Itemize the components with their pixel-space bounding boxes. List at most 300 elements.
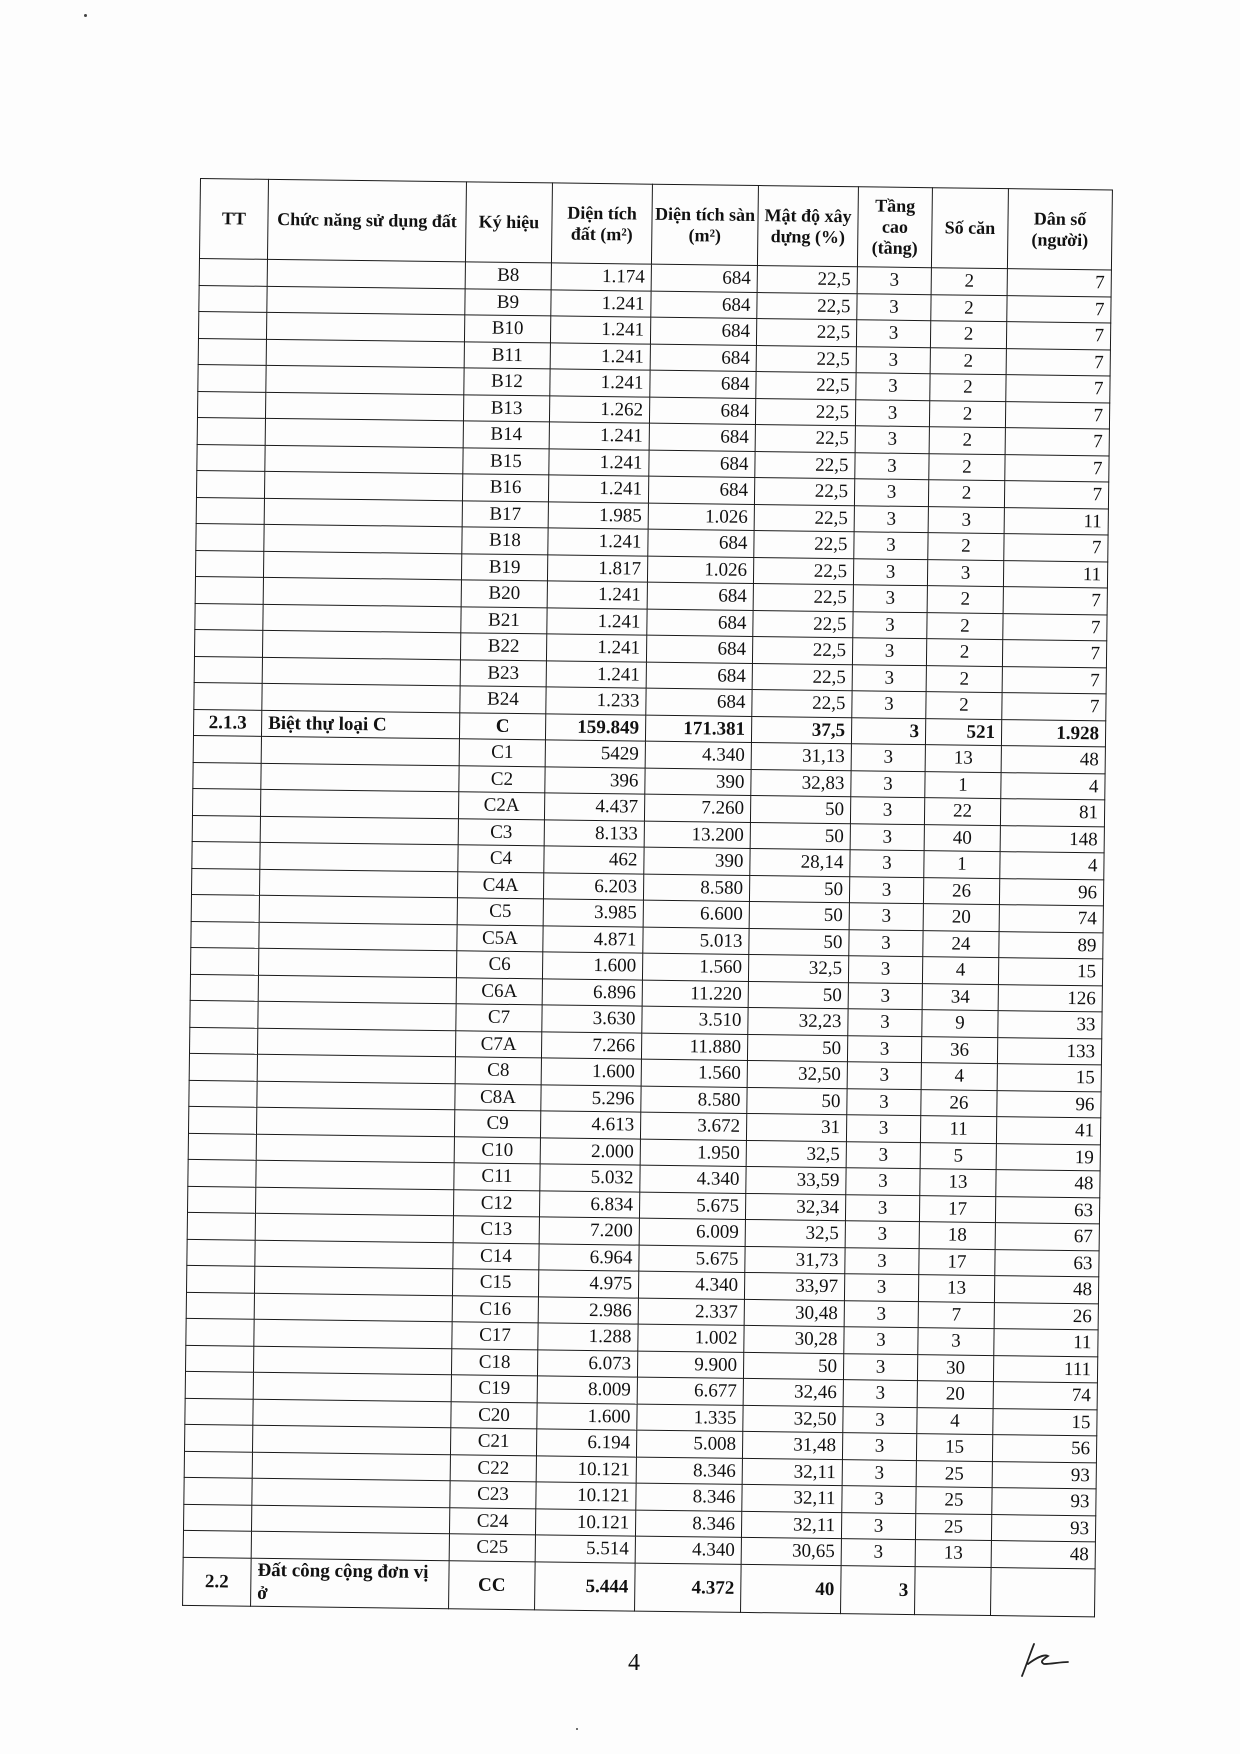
cell-floor-area: 684 bbox=[650, 344, 756, 372]
cell-units: 3 bbox=[928, 506, 1004, 533]
cell-density: 22,5 bbox=[753, 557, 853, 585]
cell-tt bbox=[185, 1424, 253, 1451]
cell-population: 48 bbox=[996, 1170, 1100, 1198]
cell-floors: 3 bbox=[853, 558, 927, 585]
cell-code: C4 bbox=[458, 845, 544, 873]
cell-floors: 3 bbox=[855, 452, 929, 479]
cell-population: 7 bbox=[1004, 534, 1108, 562]
cell-floors: 3 bbox=[854, 505, 928, 532]
cell-code: C22 bbox=[450, 1454, 536, 1482]
cell-units: 2 bbox=[930, 347, 1006, 374]
cell-population: 7 bbox=[1005, 401, 1109, 429]
table-header bbox=[199, 179, 1112, 270]
cell-density: 31,13 bbox=[751, 742, 851, 770]
cell-units: 3 bbox=[927, 559, 1003, 586]
cell-floors: 3 bbox=[855, 399, 929, 426]
cell-units: 2 bbox=[926, 639, 1002, 666]
cell-units: 2 bbox=[926, 692, 1002, 719]
cell-density: 32,11 bbox=[741, 1511, 841, 1539]
cell-tt bbox=[184, 1477, 252, 1504]
cell-tt bbox=[191, 921, 259, 948]
cell-population: 11 bbox=[994, 1329, 1098, 1357]
header-density: Mật độ xây dựng (%) bbox=[757, 186, 858, 267]
cell-tt bbox=[199, 285, 267, 312]
cell-density: 22,5 bbox=[757, 266, 857, 294]
cell-code: C5 bbox=[457, 898, 543, 926]
cell-code: C21 bbox=[450, 1428, 536, 1456]
cell-function bbox=[253, 1346, 451, 1375]
cell-floor-area: 9.900 bbox=[637, 1351, 743, 1379]
cell-population: 11 bbox=[1004, 507, 1108, 535]
cell-units: 18 bbox=[919, 1222, 995, 1249]
cell-land-area: 6.194 bbox=[536, 1429, 636, 1457]
cell-land-area: 1.241 bbox=[548, 475, 648, 503]
cell-function bbox=[254, 1319, 452, 1348]
cell-function bbox=[256, 1160, 454, 1189]
cell-population: 148 bbox=[1000, 825, 1104, 853]
cell-land-area: 1.600 bbox=[537, 1402, 637, 1430]
cell-floor-area: 684 bbox=[646, 688, 752, 716]
cell-density: 32,5 bbox=[748, 954, 848, 982]
cell-land-area: 1.241 bbox=[548, 528, 648, 556]
cell-function bbox=[261, 763, 459, 792]
cell-units: 40 bbox=[924, 824, 1000, 851]
cell-floor-area: 684 bbox=[649, 450, 755, 478]
cell-floors: 3 bbox=[855, 426, 929, 453]
cell-code: B8 bbox=[465, 262, 551, 290]
cell-function bbox=[267, 286, 465, 315]
cell-land-area: 10.121 bbox=[536, 1482, 636, 1510]
cell-population: 7 bbox=[1002, 666, 1106, 694]
cell-function bbox=[257, 1054, 455, 1083]
cell-land-area: 4.437 bbox=[544, 793, 644, 821]
cell-population: 15 bbox=[997, 1064, 1101, 1092]
cell-population: 67 bbox=[995, 1223, 1099, 1251]
cell-population: 7 bbox=[1007, 269, 1111, 297]
cell-code: C17 bbox=[452, 1322, 538, 1350]
cell-density: 33,97 bbox=[744, 1272, 844, 1300]
cell-function bbox=[263, 551, 461, 580]
cell-function bbox=[256, 1107, 454, 1136]
cell-floor-area: 1.950 bbox=[640, 1139, 746, 1167]
cell-population: 56 bbox=[992, 1435, 1096, 1463]
cell-population: 96 bbox=[999, 878, 1103, 906]
cell-floors: 3 bbox=[849, 903, 923, 930]
cell-function bbox=[267, 259, 465, 288]
cell-function bbox=[253, 1399, 451, 1428]
cell-tt bbox=[189, 1080, 257, 1107]
cell-code: C7A bbox=[455, 1030, 541, 1058]
cell-land-area: 7.200 bbox=[539, 1217, 639, 1245]
cell-floors: 3 bbox=[848, 1009, 922, 1036]
cell-floors: 3 bbox=[847, 1035, 921, 1062]
cell-tt bbox=[188, 1159, 256, 1186]
cell-code: C3 bbox=[458, 818, 544, 846]
cell-density: 30,28 bbox=[744, 1325, 844, 1353]
cell-floors: 3 bbox=[844, 1274, 918, 1301]
cell-code: B11 bbox=[464, 341, 550, 369]
cell-code: C8 bbox=[455, 1057, 541, 1085]
header-land-area: Diện tích đất (m²) bbox=[551, 183, 652, 264]
cell-function bbox=[251, 1505, 449, 1534]
cell-function bbox=[261, 736, 459, 765]
cell-floor-area: 684 bbox=[648, 476, 754, 504]
cell-land-area: 1.817 bbox=[547, 554, 647, 582]
cell-tt bbox=[198, 311, 266, 338]
page-number: 4 bbox=[628, 1650, 640, 1676]
cell-tt bbox=[197, 417, 265, 444]
cell-land-area: 5429 bbox=[545, 740, 645, 768]
header-function: Chức năng sử dụng đất bbox=[267, 179, 466, 261]
cell-tt bbox=[195, 603, 263, 630]
cell-land-area: 7.266 bbox=[541, 1031, 641, 1059]
cell-code: B14 bbox=[463, 421, 549, 449]
cell-density: 37,5 bbox=[751, 716, 851, 744]
cell-population: 7 bbox=[1004, 481, 1108, 509]
cell-tt bbox=[195, 550, 263, 577]
cell-floor-area: 684 bbox=[650, 370, 756, 398]
cell-floor-area: 684 bbox=[651, 291, 757, 319]
cell-floors: 3 bbox=[842, 1486, 916, 1513]
cell-units: 25 bbox=[916, 1460, 992, 1487]
scan-speck bbox=[576, 1728, 578, 1730]
cell-population: 93 bbox=[991, 1514, 1095, 1542]
cell-function bbox=[259, 895, 457, 924]
cell-function bbox=[264, 498, 462, 527]
cell-function bbox=[266, 365, 464, 394]
cell-population: 48 bbox=[991, 1541, 1095, 1569]
cell-land-area: 5.444 bbox=[535, 1561, 636, 1610]
cell-code: C4A bbox=[457, 871, 543, 899]
cell-floors: 3 bbox=[847, 1088, 921, 1115]
cell-land-area: 1.262 bbox=[549, 395, 649, 423]
cell-floors: 3 bbox=[846, 1141, 920, 1168]
cell-tt bbox=[191, 894, 259, 921]
cell-tt: 2.2 bbox=[183, 1557, 252, 1606]
cell-population: 74 bbox=[999, 905, 1103, 933]
cell-floors: 3 bbox=[841, 1565, 916, 1614]
cell-tt bbox=[192, 841, 260, 868]
cell-population: 93 bbox=[992, 1488, 1096, 1516]
cell-tt bbox=[197, 444, 265, 471]
cell-function bbox=[260, 842, 458, 871]
cell-land-area: 4.871 bbox=[543, 925, 643, 953]
cell-code: C20 bbox=[451, 1401, 537, 1429]
cell-density: 28,14 bbox=[750, 848, 850, 876]
cell-tt bbox=[197, 391, 265, 418]
cell-density: 22,5 bbox=[756, 345, 856, 373]
cell-density: 31 bbox=[746, 1113, 846, 1141]
cell-function bbox=[264, 471, 462, 500]
cell-function bbox=[255, 1240, 453, 1269]
cell-floor-area: 5.675 bbox=[639, 1245, 745, 1273]
cell-floors: 3 bbox=[852, 691, 926, 718]
cell-land-area: 3.630 bbox=[542, 1005, 642, 1033]
cell-land-area: 1.985 bbox=[548, 501, 648, 529]
cell-units: 11 bbox=[920, 1116, 996, 1143]
cell-units: 4 bbox=[922, 957, 998, 984]
cell-density: 22,5 bbox=[752, 663, 852, 691]
cell-floors: 3 bbox=[842, 1433, 916, 1460]
villa-b-rows bbox=[194, 258, 1112, 720]
cell-floors: 3 bbox=[850, 797, 924, 824]
cell-land-area: 1.241 bbox=[550, 369, 650, 397]
cell-units: 2 bbox=[930, 321, 1006, 348]
cell-floors: 3 bbox=[845, 1221, 919, 1248]
cell-units: 2 bbox=[929, 427, 1005, 454]
cell-floors: 3 bbox=[851, 717, 925, 744]
cell-density: 22,5 bbox=[753, 610, 853, 638]
cell-tt bbox=[199, 258, 267, 285]
cell-units: 20 bbox=[917, 1381, 993, 1408]
cell-tt bbox=[187, 1265, 255, 1292]
cell-tt bbox=[190, 974, 258, 1001]
cell-function bbox=[260, 789, 458, 818]
cell-land-area: 5.296 bbox=[541, 1084, 641, 1112]
cell-code: C7 bbox=[456, 1004, 542, 1032]
cell-density: 50 bbox=[743, 1352, 843, 1380]
cell-land-area: 1.241 bbox=[549, 448, 649, 476]
cell-population bbox=[991, 1567, 1096, 1616]
cell-floor-area: 1.335 bbox=[637, 1404, 743, 1432]
cell-code: B22 bbox=[460, 633, 546, 661]
cell-floors: 3 bbox=[841, 1539, 915, 1566]
cell-tt bbox=[186, 1345, 254, 1372]
cell-density: 22,5 bbox=[754, 530, 854, 558]
cell-code: C25 bbox=[449, 1534, 535, 1562]
cell-population: 81 bbox=[1000, 799, 1104, 827]
cell-density: 32,83 bbox=[751, 769, 851, 797]
cell-floors: 3 bbox=[843, 1380, 917, 1407]
header-code: Ký hiệu bbox=[465, 182, 552, 263]
cell-density: 22,5 bbox=[754, 477, 854, 505]
cell-land-area: 1.241 bbox=[551, 289, 651, 317]
cell-function bbox=[257, 1081, 455, 1110]
cell-floor-area: 5.013 bbox=[643, 927, 749, 955]
cell-population: 4 bbox=[1000, 852, 1104, 880]
cell-floor-area: 684 bbox=[648, 529, 754, 557]
cell-tt bbox=[188, 1133, 256, 1160]
cell-units: 25 bbox=[915, 1513, 991, 1540]
cell-tt bbox=[185, 1371, 253, 1398]
cell-floors: 3 bbox=[851, 770, 925, 797]
cell-units: 22 bbox=[924, 798, 1000, 825]
cell-code: B17 bbox=[462, 500, 548, 528]
cell-population: 74 bbox=[993, 1382, 1097, 1410]
cell-floor-area: 5.008 bbox=[636, 1430, 742, 1458]
cell-population: 93 bbox=[992, 1461, 1096, 1489]
cell-density: 30,65 bbox=[741, 1537, 841, 1565]
cell-floors: 3 bbox=[846, 1115, 920, 1142]
cell-tt bbox=[192, 788, 260, 815]
cell-population: 63 bbox=[995, 1249, 1099, 1277]
cell-density: 22,5 bbox=[756, 319, 856, 347]
cell-land-area: 8.009 bbox=[537, 1376, 637, 1404]
villa-c-rows bbox=[183, 735, 1105, 1568]
cell-floor-area: 8.580 bbox=[643, 874, 749, 902]
cell-land-area: 159.849 bbox=[545, 713, 645, 741]
cell-density: 50 bbox=[749, 875, 849, 903]
cell-land-area: 1.241 bbox=[547, 607, 647, 635]
cell-code: C19 bbox=[451, 1375, 537, 1403]
cell-density: 22,5 bbox=[753, 583, 853, 611]
cell-floor-area: 684 bbox=[650, 317, 756, 345]
cell-land-area: 1.241 bbox=[550, 342, 650, 370]
cell-floor-area: 6.600 bbox=[643, 900, 749, 928]
cell-population: 33 bbox=[998, 1011, 1102, 1039]
cell-density: 50 bbox=[747, 1087, 847, 1115]
cell-tt: 2.1.3 bbox=[193, 709, 261, 736]
cell-function bbox=[252, 1452, 450, 1481]
cell-land-area: 6.073 bbox=[537, 1349, 637, 1377]
cell-floors: 3 bbox=[853, 611, 927, 638]
cell-floor-area: 1.026 bbox=[648, 503, 754, 531]
cell-density: 22,5 bbox=[756, 372, 856, 400]
cell-floors: 3 bbox=[848, 982, 922, 1009]
cell-units: 26 bbox=[923, 877, 999, 904]
cell-units: 521 bbox=[925, 718, 1001, 745]
cell-code: C13 bbox=[453, 1216, 539, 1244]
cell-floor-area: 4.340 bbox=[640, 1165, 746, 1193]
cell-floor-area: 8.346 bbox=[636, 1483, 742, 1511]
cell-land-area: 5.514 bbox=[535, 1535, 635, 1563]
cell-code: C18 bbox=[451, 1348, 537, 1376]
cell-floor-area: 171.381 bbox=[645, 715, 751, 743]
cell-units: 2 bbox=[929, 400, 1005, 427]
cell-floors: 3 bbox=[851, 744, 925, 771]
cell-land-area: 1.600 bbox=[542, 952, 642, 980]
cell-floors: 3 bbox=[845, 1247, 919, 1274]
cell-tt bbox=[183, 1530, 251, 1557]
cell-function bbox=[263, 577, 461, 606]
cell-density: 50 bbox=[748, 981, 848, 1009]
cell-floors: 3 bbox=[852, 664, 926, 691]
cell-tt bbox=[187, 1212, 255, 1239]
cell-code: C16 bbox=[452, 1295, 538, 1323]
cell-population: 63 bbox=[995, 1196, 1099, 1224]
cell-units: 9 bbox=[922, 1010, 998, 1037]
cell-function bbox=[266, 312, 464, 341]
cell-population: 89 bbox=[999, 931, 1103, 959]
cell-tt bbox=[190, 1000, 258, 1027]
cell-function bbox=[258, 1001, 456, 1030]
cell-population: 7 bbox=[1007, 295, 1111, 323]
cell-function bbox=[262, 630, 460, 659]
cell-population: 7 bbox=[1006, 322, 1110, 350]
cell-tt bbox=[191, 868, 259, 895]
cell-floor-area: 390 bbox=[644, 847, 750, 875]
cell-code: B16 bbox=[462, 474, 548, 502]
cell-population: 15 bbox=[998, 958, 1102, 986]
cell-function bbox=[254, 1293, 452, 1322]
cell-units: 25 bbox=[916, 1487, 992, 1514]
cell-function bbox=[258, 975, 456, 1004]
cell-land-area: 1.241 bbox=[546, 634, 646, 662]
cell-units: 13 bbox=[918, 1275, 994, 1302]
cell-land-area: 4.975 bbox=[538, 1270, 638, 1298]
cell-tt bbox=[184, 1451, 252, 1478]
cell-tt bbox=[189, 1027, 257, 1054]
cell-density: 22,5 bbox=[752, 689, 852, 717]
cell-floor-area: 2.337 bbox=[638, 1298, 744, 1326]
header-units: Số căn bbox=[931, 188, 1008, 269]
cell-floors: 3 bbox=[844, 1327, 918, 1354]
cell-land-area: 1.288 bbox=[538, 1323, 638, 1351]
cell-density: 31,73 bbox=[745, 1246, 845, 1274]
cell-units: 1 bbox=[925, 771, 1001, 798]
cell-floor-area: 684 bbox=[649, 423, 755, 451]
cell-tt bbox=[193, 762, 261, 789]
cell-density: 32,5 bbox=[745, 1219, 845, 1247]
cell-density: 50 bbox=[750, 822, 850, 850]
cell-code: CC bbox=[449, 1560, 536, 1609]
header-floors: Tầng cao (tầng) bbox=[857, 187, 932, 268]
cell-land-area: 4.613 bbox=[540, 1111, 640, 1139]
cell-floors: 3 bbox=[849, 876, 923, 903]
cell-floors: 3 bbox=[850, 850, 924, 877]
cell-function bbox=[262, 657, 460, 686]
cell-tt bbox=[194, 629, 262, 656]
cell-density: 32,46 bbox=[743, 1378, 843, 1406]
cell-units: 4 bbox=[921, 1063, 997, 1090]
cell-density: 33,59 bbox=[746, 1166, 846, 1194]
cell-units: 7 bbox=[918, 1301, 994, 1328]
cell-units: 2 bbox=[928, 533, 1004, 560]
cell-land-area: 396 bbox=[545, 766, 645, 794]
cell-land-area: 6.834 bbox=[539, 1190, 639, 1218]
cell-population: 7 bbox=[1005, 454, 1109, 482]
cell-population: 11 bbox=[1003, 560, 1107, 588]
cell-tt bbox=[184, 1504, 252, 1531]
cell-code: C23 bbox=[450, 1481, 536, 1509]
header-population: Dân số (người) bbox=[1007, 189, 1112, 270]
cell-code: B24 bbox=[460, 686, 546, 714]
cell-floor-area: 1.002 bbox=[638, 1324, 744, 1352]
cell-tt bbox=[196, 470, 264, 497]
cell-code: B18 bbox=[462, 527, 548, 555]
cell-population: 48 bbox=[1001, 746, 1105, 774]
cell-function bbox=[265, 445, 463, 474]
cell-floor-area: 5.675 bbox=[639, 1192, 745, 1220]
cell-code: B9 bbox=[465, 288, 551, 316]
cell-floor-area: 8.580 bbox=[641, 1086, 747, 1114]
cell-code: B12 bbox=[464, 368, 550, 396]
cell-population: 7 bbox=[1002, 640, 1106, 668]
cell-function: Biệt thự loại C bbox=[261, 710, 459, 739]
cell-floor-area: 7.260 bbox=[644, 794, 750, 822]
cell-code: C1 bbox=[459, 739, 545, 767]
cell-floors: 3 bbox=[857, 267, 931, 294]
cell-land-area: 1.600 bbox=[541, 1058, 641, 1086]
cell-land-area: 1.233 bbox=[546, 687, 646, 715]
cell-population: 111 bbox=[993, 1355, 1097, 1383]
cell-code: C8A bbox=[455, 1083, 541, 1111]
cell-floors: 3 bbox=[853, 585, 927, 612]
cell-function bbox=[252, 1478, 450, 1507]
cell-code: C6A bbox=[456, 977, 542, 1005]
cell-function bbox=[252, 1425, 450, 1454]
scan-speck bbox=[84, 14, 87, 17]
cell-land-area: 2.986 bbox=[538, 1296, 638, 1324]
cell-population: 7 bbox=[1003, 613, 1107, 641]
cell-floor-area: 4.340 bbox=[638, 1271, 744, 1299]
cell-floors: 3 bbox=[849, 929, 923, 956]
cell-units: 34 bbox=[922, 983, 998, 1010]
cell-function bbox=[265, 392, 463, 421]
cell-density: 22,5 bbox=[754, 504, 854, 532]
cell-units: 5 bbox=[920, 1142, 996, 1169]
cell-tt bbox=[198, 364, 266, 391]
